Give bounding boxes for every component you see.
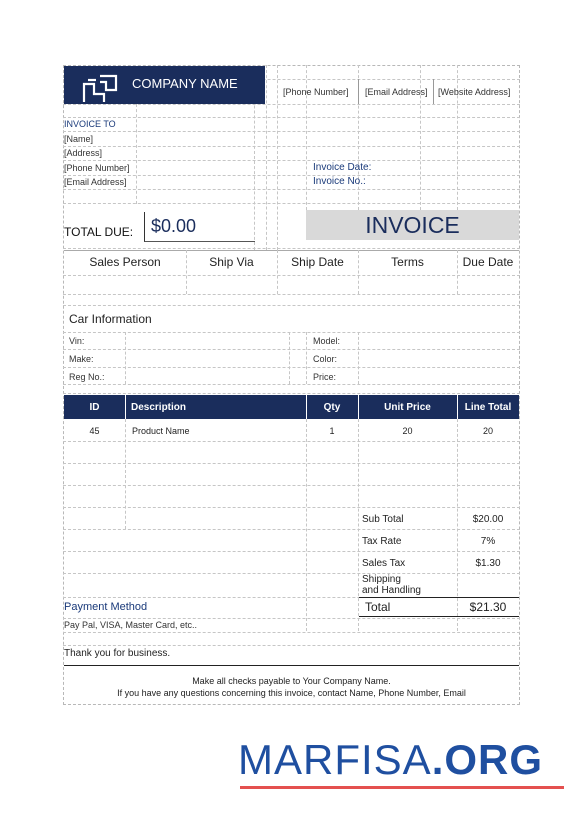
grid-line <box>266 65 267 250</box>
tax-rate-value: 7% <box>480 535 496 547</box>
bill-to-address: [Address] <box>64 148 103 158</box>
grid-line <box>63 551 520 552</box>
bill-to-email: [Email Address] <box>64 177 127 187</box>
company-phone: [Phone Number] <box>283 87 349 97</box>
grid-line <box>125 332 126 384</box>
invoice-number-label: Invoice No.: <box>313 176 366 187</box>
checks-payable-note: Make all checks payable to Your Company Name. <box>192 676 391 686</box>
grid-line <box>63 463 520 464</box>
watermark-text-main: MARFISA <box>238 736 432 783</box>
watermark-underline <box>240 786 564 789</box>
company-name: COMPANY NAME <box>132 76 238 91</box>
grid-line <box>63 507 520 508</box>
item-description: Product Name <box>132 425 190 436</box>
subtotal-label: Sub Total <box>362 513 404 525</box>
company-email: [Email Address] <box>365 87 428 97</box>
tax-rate-label: Tax Rate <box>362 535 402 547</box>
shipping-label-line1: Shipping <box>362 574 401 585</box>
grid-line <box>63 189 520 190</box>
id-header: ID <box>89 401 100 413</box>
qty-header: Qty <box>323 401 341 413</box>
vin-label: Vin: <box>69 336 85 346</box>
divider <box>306 395 307 419</box>
reg-no-label: Reg No.: <box>69 372 105 382</box>
total-due-label: TOTAL DUE: <box>64 225 134 239</box>
thank-you-text: Thank you for business. <box>64 648 171 659</box>
grid-line <box>63 393 520 394</box>
ship-date-header: Ship Date <box>291 255 344 269</box>
grid-line <box>63 117 520 118</box>
due-date-header: Due Date <box>462 255 514 269</box>
site-watermark <box>238 738 543 782</box>
sales-tax-label: Sales Tax <box>362 557 406 569</box>
divider <box>457 395 458 419</box>
footer-divider <box>64 665 519 666</box>
grid-line <box>63 485 520 486</box>
grid-line <box>63 573 520 574</box>
total-label: Total <box>365 600 391 614</box>
grid-line <box>63 367 520 368</box>
total-value: $21.30 <box>469 600 507 614</box>
grid-line <box>306 332 307 384</box>
divider <box>125 395 126 419</box>
contact-note: If you have any questions concerning this invoice, contact Name, Phone Number, Email <box>117 688 466 698</box>
invoice-title: INVOICE <box>365 211 460 238</box>
grid-line <box>63 146 520 147</box>
grid-line <box>63 384 520 385</box>
grid-line <box>277 65 278 250</box>
payment-methods: Pay Pal, VISA, Master Card, etc.. <box>64 620 198 630</box>
grid-line <box>63 618 520 619</box>
car-info-heading: Car Information <box>69 312 152 326</box>
grid-line <box>63 645 520 646</box>
model-label: Model: <box>313 336 341 346</box>
grid-line <box>63 248 520 249</box>
grid-line <box>63 131 520 132</box>
invoice-date-label: Invoice Date: <box>313 162 372 173</box>
grid-line <box>63 203 520 204</box>
grid-line <box>63 175 520 176</box>
grid-line <box>63 529 520 530</box>
grid-line <box>63 441 520 442</box>
grid-line <box>289 332 290 384</box>
item-qty: 1 <box>329 425 335 436</box>
shipping-label-line2: and Handling <box>362 585 421 596</box>
grid-line <box>136 104 137 204</box>
invoice-to-heading: INVOICE TO <box>64 119 116 129</box>
shipping-label <box>362 574 421 596</box>
company-website: [Website Address] <box>438 87 511 97</box>
item-line-total: 20 <box>482 425 493 436</box>
grid-line <box>63 349 520 350</box>
unit-price-header: Unit Price <box>384 401 431 413</box>
bill-to-name: [Name] <box>64 134 94 144</box>
sales-person-header: Sales Person <box>89 255 161 269</box>
color-label: Color: <box>313 354 338 364</box>
item-unit-price: 20 <box>402 425 413 436</box>
sales-tax-value: $1.30 <box>475 557 501 569</box>
subtotal-value: $20.00 <box>472 513 504 525</box>
grid-line <box>63 305 520 306</box>
grid-line <box>63 160 520 161</box>
grid-line <box>306 419 307 631</box>
divider <box>433 79 434 104</box>
ship-via-header: Ship Via <box>209 255 254 269</box>
grid-line <box>63 104 520 105</box>
watermark-text-tld: .ORG <box>431 736 544 783</box>
company-logo-icon <box>80 72 120 104</box>
bill-to-phone: [Phone Number] <box>64 163 130 173</box>
description-header: Description <box>131 401 187 413</box>
make-label: Make: <box>69 354 94 364</box>
grid-line <box>63 332 520 333</box>
grid-line <box>358 332 359 384</box>
grid-line <box>125 419 126 529</box>
grid-line <box>63 632 520 633</box>
total-due-value: $0.00 <box>151 216 197 236</box>
item-id: 45 <box>89 425 100 436</box>
line-total-header: Line Total <box>464 401 512 413</box>
divider <box>358 79 359 104</box>
payment-method-heading: Payment Method <box>64 601 148 613</box>
terms-header: Terms <box>391 255 424 269</box>
price-label: Price: <box>313 372 337 382</box>
divider <box>358 395 359 419</box>
